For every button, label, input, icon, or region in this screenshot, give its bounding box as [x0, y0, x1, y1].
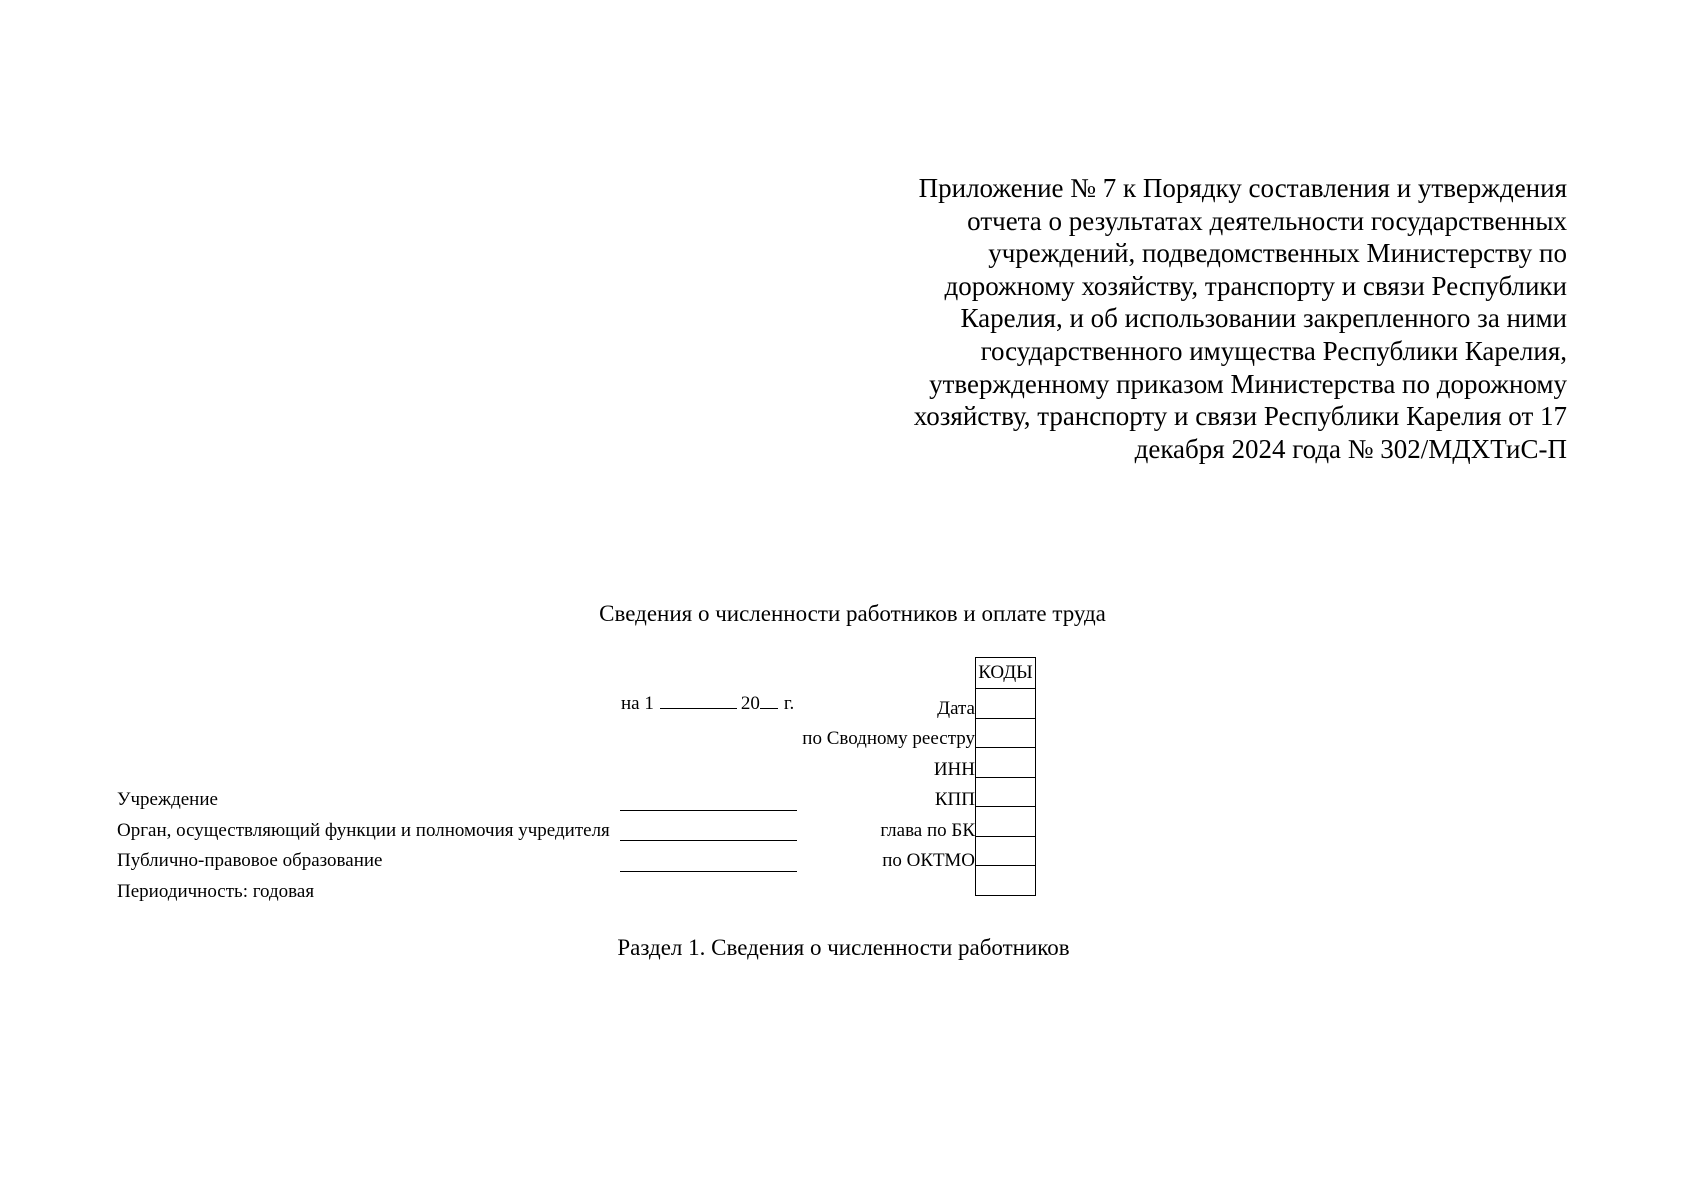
institution-label: Учреждение: [117, 789, 218, 810]
founder-body-label: Орган, осуществляющий функции и полномочия учредителя: [117, 820, 610, 841]
date-day-blank[interactable]: [660, 694, 737, 709]
appendix-line: хозяйству, транспорту и связи Республики Карелия от 17: [913, 401, 1567, 432]
appendix-line: отчета о результатах деятельности государственных: [967, 205, 1567, 236]
code-cell-inn[interactable]: [976, 747, 1035, 777]
appendix-line: утвержденному приказом Министерства по дорожному: [929, 368, 1567, 399]
section-1-title-row: [0, 935, 1697, 961]
date-year-blank[interactable]: [760, 694, 778, 709]
public-entity-field[interactable]: [620, 871, 797, 872]
code-cell-oktmo[interactable]: [976, 836, 1035, 866]
appendix-line: учреждений, подведомственных Министерству по: [988, 238, 1567, 269]
public-entity-label: Публично-правовое образование: [117, 850, 383, 871]
code-label-registry: по Сводному реестру: [802, 728, 975, 749]
codes-header: КОДЫ: [976, 657, 1035, 688]
code-label-kpp: КПП: [934, 789, 975, 810]
appendix-line: дорожному хозяйству, транспорту и связи Республики: [944, 270, 1567, 301]
code-label-inn: ИНН: [933, 759, 975, 780]
appendix-line: Приложение № 7 к Порядку составления и утверждения: [918, 173, 1567, 203]
report-date-line: [621, 693, 794, 715]
date-suffix: г.: [783, 693, 795, 714]
code-label-bk: глава по БК: [880, 820, 975, 841]
code-cell-kpp[interactable]: [976, 777, 1035, 807]
codes-table: [975, 657, 1036, 896]
code-cell-date[interactable]: [976, 688, 1035, 718]
date-prefix: на 1: [621, 693, 654, 714]
appendix-line: государственного имущества Республики Карелия,: [980, 335, 1567, 366]
code-cell-periodicity[interactable]: [976, 865, 1035, 896]
document-title: Сведения о численности работников и оплате труда: [599, 601, 1106, 626]
code-label-date: Дата: [937, 698, 975, 719]
section-1-title: Раздел 1. Сведения о численности работников: [617, 935, 1070, 960]
date-year: 20: [740, 693, 760, 714]
code-cell-registry[interactable]: [976, 718, 1035, 748]
periodicity-label: Периодичность: годовая: [117, 881, 315, 902]
institution-field[interactable]: [620, 810, 797, 811]
code-label-oktmo: по ОКТМО: [882, 850, 975, 871]
founder-body-field[interactable]: [620, 840, 797, 841]
document-title-row: [4, 601, 1697, 627]
appendix-header: [847, 172, 1567, 465]
code-cell-bk[interactable]: [976, 806, 1035, 836]
appendix-line: декабря 2024 года № 302/МДХТиС-П: [1134, 433, 1567, 464]
appendix-line: Карелия, и об использовании закрепленного за ними: [960, 303, 1567, 334]
